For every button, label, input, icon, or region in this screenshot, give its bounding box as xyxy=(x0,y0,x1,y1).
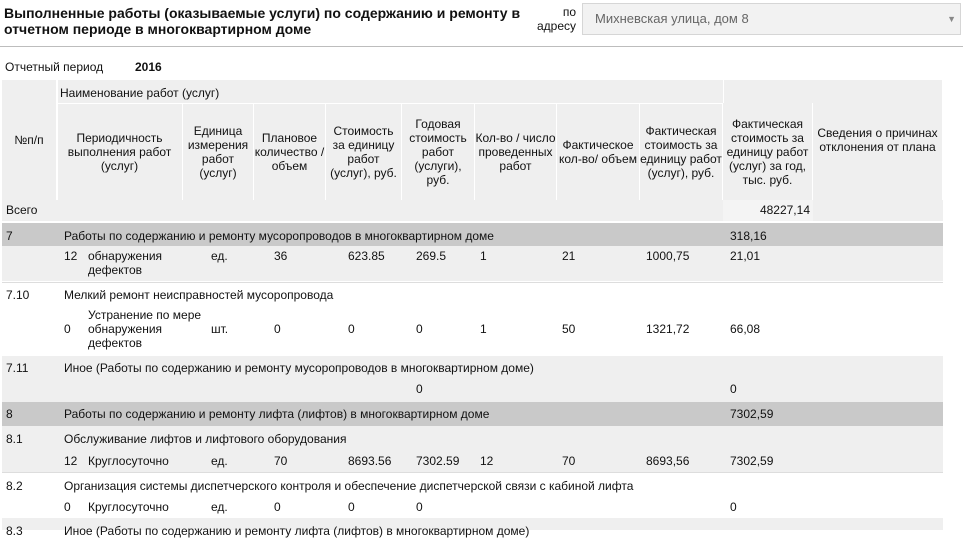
row-annual-cost: 7302.59 xyxy=(416,454,460,468)
row-number: 8.2 xyxy=(6,479,23,493)
row-plan-qty: 0 xyxy=(274,322,281,336)
row-work-name: Устранение по мере обнаружения дефектов xyxy=(88,308,202,350)
row-unit: ед. xyxy=(211,500,228,514)
row-divider xyxy=(2,282,943,283)
row-work-name: Работы по содержанию и ремонту лифта (лифтов) в многоквартирном доме xyxy=(64,407,490,421)
row-plan-qty: 0 xyxy=(274,500,281,514)
row-plan-qty: 70 xyxy=(274,454,288,468)
col-header-count: Кол-во / число проведенных работ xyxy=(475,103,557,200)
row-fact-qty: 21 xyxy=(562,249,576,263)
row-count: 12 xyxy=(480,454,494,468)
row-work-name: Иное (Работы по содержанию и ремонту лифта (лифтов) в многоквартирном доме) xyxy=(64,524,530,538)
row-work-name: Круглосуточно xyxy=(88,454,169,468)
row-fact-qty: 50 xyxy=(562,322,576,336)
col-header-unit: Единица измерения работ (услуг) xyxy=(183,103,254,200)
row-work-name: Иное (Работы по содержанию и ремонту мусоропроводов в многоквартирном доме) xyxy=(64,361,534,375)
col-header-number: №п/п xyxy=(2,80,57,200)
header-vline xyxy=(723,80,724,103)
row-fact-year-cost: 0 xyxy=(730,382,737,396)
col-header-annual-cost: Годовая стоимость работ (услуги), руб. xyxy=(402,103,475,200)
row-count: 1 xyxy=(480,322,487,336)
row-unit-cost: 0 xyxy=(348,322,355,336)
row-work-name: Круглосуточно xyxy=(88,500,169,514)
report-period-label: Отчетный период xyxy=(5,60,104,74)
row-work-name: Организация системы диспетчерского контроля и обеспечение диспетчерской связи с кабиной лифта xyxy=(64,479,634,493)
row-fact-unit-cost: 1000,75 xyxy=(646,249,690,263)
row-annual-cost: 269.5 xyxy=(416,249,447,263)
chevron-down-icon: ▼ xyxy=(947,14,956,24)
col-header-fact-qty: Фактическое кол-во/ объем xyxy=(557,103,640,200)
row-number: 7 xyxy=(6,229,13,243)
report-period-value: 2016 xyxy=(135,60,162,74)
col-header-fact-year-cost: Фактическая стоимость за единицу работ (услуг) за год, тыс. руб. xyxy=(723,103,813,200)
col-header-unit-cost: Стоимость за единицу работ (услуг), руб. xyxy=(326,103,402,200)
col-header-work-name: Наименование работ (услуг) xyxy=(60,86,220,100)
row-number: 7.10 xyxy=(6,288,30,302)
row-fact-qty: 70 xyxy=(562,454,576,468)
row-unit: шт. xyxy=(211,322,229,336)
total-label: Всего xyxy=(6,203,38,217)
row-periodicity: 12 xyxy=(64,454,78,468)
row-unit-cost: 8693.56 xyxy=(348,454,392,468)
row-work-name: обнаружения дефектов xyxy=(88,249,163,277)
row-fact-unit-cost: 8693,56 xyxy=(646,454,690,468)
col-header-fact-unit-cost: Фактическая стоимость за единицу работ (услуг), руб. xyxy=(640,103,723,200)
col-header-periodicity: Периодичность выполнения работ (услуг) xyxy=(57,103,183,200)
row-periodicity: 0 xyxy=(64,322,71,336)
address-select-value: Михневская улица, дом 8 xyxy=(595,11,749,26)
row-periodicity: 0 xyxy=(64,500,71,514)
row-number: 8.3 xyxy=(6,524,23,538)
row-unit-cost: 0 xyxy=(348,500,355,514)
row-number: 8.1 xyxy=(6,432,23,446)
row-annual-cost: 0 xyxy=(416,500,423,514)
row-fact-year-cost: 0 xyxy=(730,500,737,514)
row-divider xyxy=(2,472,943,473)
page-title: Выполненные работы (оказываемые услуги) по содержанию и ремонту в отчетном периоде в многоквартирном доме xyxy=(4,5,521,37)
row-fact-year-cost: 7302,59 xyxy=(730,407,774,421)
row-fact-unit-cost: 1321,72 xyxy=(646,322,690,336)
row-unit: ед. xyxy=(211,249,228,263)
row-fact-year-cost: 318,16 xyxy=(730,229,767,243)
address-label: по адресу xyxy=(536,5,576,33)
col-header-reasons: Сведения о причинах отклонения от плана xyxy=(813,80,943,200)
row-plan-qty: 36 xyxy=(274,249,288,263)
row-unit-cost: 623.85 xyxy=(348,249,385,263)
row-number: 8 xyxy=(6,407,13,421)
row-fact-year-cost: 21,01 xyxy=(730,249,761,263)
row-unit: ед. xyxy=(211,454,228,468)
row-work-name: Обслуживание лифтов и лифтового оборудования xyxy=(64,432,347,446)
row-annual-cost: 0 xyxy=(416,322,423,336)
row-work-name: Работы по содержанию и ремонту мусоропроводов в многоквартирном доме xyxy=(64,229,494,243)
col-header-plan-qty: Плановое количество / объем xyxy=(254,103,326,200)
row-fact-year-cost: 66,08 xyxy=(730,322,761,336)
row-periodicity: 12 xyxy=(64,249,78,263)
row-annual-cost: 0 xyxy=(416,382,423,396)
row-work-name: Мелкий ремонт неисправностей мусоропровода xyxy=(64,288,334,302)
row-fact-year-cost: 7302,59 xyxy=(730,454,774,468)
table-row xyxy=(2,518,943,538)
header-vline xyxy=(57,80,58,200)
total-value: 48227,14 xyxy=(759,203,810,217)
row-number: 7.11 xyxy=(6,361,29,375)
row-count: 1 xyxy=(480,249,487,263)
